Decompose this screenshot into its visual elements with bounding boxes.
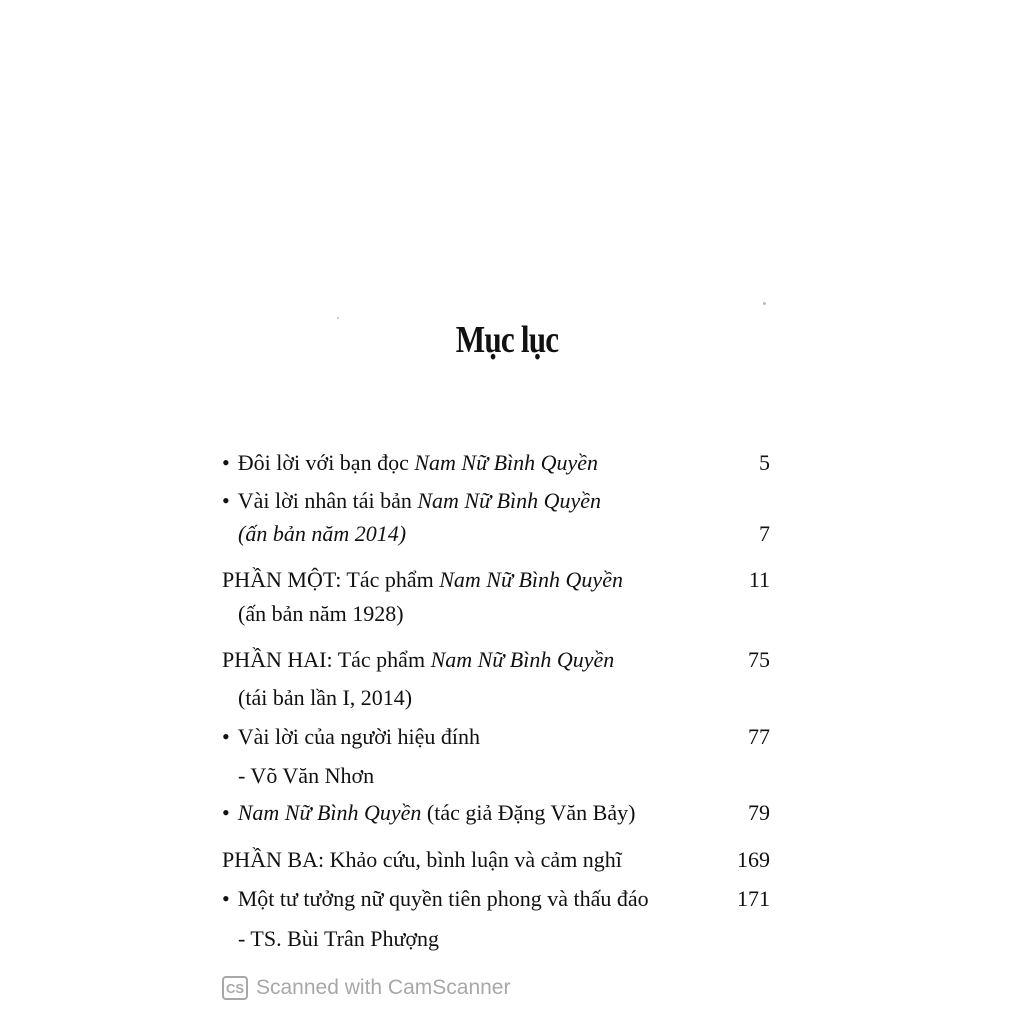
toc-entry-text: • Nam Nữ Bình Quyền (tác giả Đặng Văn Bảy)	[222, 800, 636, 825]
toc-page-number: 169	[737, 847, 770, 872]
toc-page-number: 7	[759, 521, 770, 546]
toc-page-number: 5	[759, 450, 770, 475]
scan-speck	[763, 302, 766, 305]
toc-page-number: 75	[748, 647, 770, 672]
toc-entry-text: • Một tư tưởng nữ quyền tiên phong và thấu đáo	[222, 886, 649, 911]
camscanner-watermark	[222, 975, 510, 1001]
bullet-icon: •	[222, 724, 230, 749]
bullet-icon: •	[222, 488, 230, 513]
toc-entry-text: PHẦN MỘT: Tác phẩm Nam Nữ Bình Quyền	[222, 567, 623, 592]
toc-page-number: 171	[737, 886, 770, 911]
toc-entry-text: (ấn bản năm 2014)	[238, 521, 407, 546]
page-title: Mục lục	[455, 319, 559, 361]
bullet-icon: •	[222, 800, 230, 825]
toc-page-number: 79	[748, 800, 770, 825]
bullet-icon: •	[222, 886, 230, 911]
toc-page-number: 77	[748, 724, 770, 749]
toc-entry-text: (ấn bản năm 1928)	[238, 601, 404, 626]
toc-page-number: 11	[748, 567, 770, 592]
toc-entry-text: • Vài lời của người hiệu đính	[222, 724, 481, 749]
toc-entry-text: PHẦN HAI: Tác phẩm Nam Nữ Bình Quyền	[222, 647, 615, 672]
toc-entry-text: - Võ Văn Nhơn	[238, 763, 375, 788]
toc-entry-text: PHẦN BA: Khảo cứu, bình luận và cảm nghĩ	[222, 847, 622, 872]
toc-entry-text: • Đôi lời với bạn đọc Nam Nữ Bình Quyền	[222, 450, 599, 475]
bullet-icon: •	[222, 450, 230, 475]
camscanner-logo-icon: CS	[222, 976, 248, 1000]
toc-entry-text: - TS. Bùi Trân Phượng	[238, 926, 440, 951]
toc-entry-text: • Vài lời nhân tái bản Nam Nữ Bình Quyền	[222, 488, 602, 513]
toc-entry-text: (tái bản lần I, 2014)	[238, 685, 413, 710]
watermark-text: Scanned with CamScanner	[256, 976, 511, 999]
